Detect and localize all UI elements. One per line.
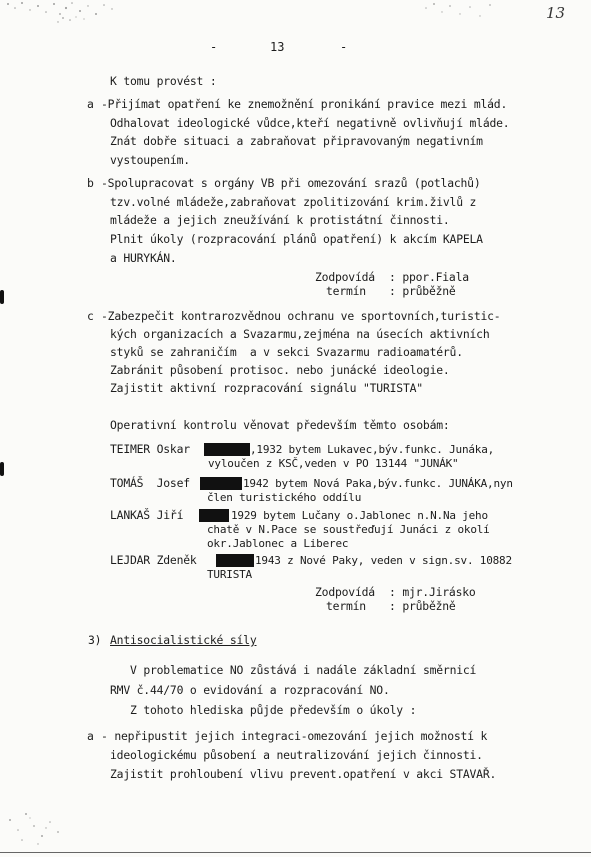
- redaction-bar: [199, 509, 229, 522]
- section-3-line: RMV č.44/70 o evidování a rozpracování NO.: [110, 683, 390, 697]
- person-detail: okr.Jablonec a Liberec: [207, 537, 349, 550]
- person-detail: 1929 bytem Lučany o.Jablonec n.N.Na jeho: [231, 509, 488, 522]
- section-c-line: -Zabezpečit kontrarozvědnou ochranu ve sportovních,turistic-: [101, 309, 501, 323]
- section-c-letter: c: [87, 309, 94, 323]
- redaction-bar: [216, 554, 254, 567]
- section-c-line: styků se zahraničím a v sekci Svazarmu radioamatérů.: [110, 345, 463, 359]
- person-detail: 1943 z Nové Paky, veden v sign.sv. 10882: [255, 554, 512, 567]
- person-name: TEIMER Oskar: [110, 442, 190, 456]
- page-number-dash-right: -: [340, 40, 348, 54]
- section-3-number: 3): [88, 633, 102, 647]
- person-name: LEJDAR Zdeněk: [110, 553, 197, 567]
- section-a-letter: a: [87, 97, 94, 111]
- person-detail: TURISTA: [207, 568, 252, 581]
- person-detail: vyloučen z KSČ,veden v PO 13144 "JUNÁK": [208, 457, 459, 470]
- section-b-line: Plnit úkoly (rozpracování plánů opatření) k akcím KAPELA: [110, 232, 483, 246]
- person-name: LANKAŠ Jiří: [110, 508, 184, 522]
- scan-speckle-top-left: [0, 0, 140, 30]
- section-c-responsible-value: : mjr.Jirásko: [389, 585, 476, 599]
- section-3-item-a-letter: a: [87, 729, 94, 743]
- section-b-responsible-value: : ppor.Fiala: [389, 270, 469, 284]
- redaction-bar: [204, 443, 250, 456]
- section-b-line: a HURYKÁN.: [110, 251, 177, 265]
- person-name: TOMÁŠ Josef: [110, 476, 190, 490]
- section-c-term-value: : průběžně: [389, 599, 456, 613]
- binding-mark-top: [0, 290, 4, 304]
- binding-mark-bottom: [0, 462, 4, 476]
- section-b-line: -Spolupracovat s orgány VB při omezování srazů (potlachů): [101, 176, 481, 190]
- section-b-responsible-label: Zodpovídá: [315, 270, 375, 284]
- person-detail: člen turistického oddílu: [207, 491, 362, 504]
- page-number: 13: [270, 40, 285, 54]
- section-a-line: Odhalovat ideologické vůdce,kteří negativně ovlivňují mláde.: [110, 116, 510, 130]
- section-a-line: -Přijímat opatření ke znemožnění pronikání pravice mezi mlád.: [101, 97, 508, 111]
- section-3-line: V problematice NO zůstává i nadále základní směrnicí: [130, 663, 477, 677]
- section-b-term-label: termín: [326, 284, 366, 298]
- section-a-line: vystoupením.: [110, 153, 190, 167]
- redaction-bar: [200, 477, 242, 490]
- section-3-item-a-line: ideologickému působení a neutralizování jejich činnosti.: [110, 748, 483, 762]
- section-b-term-value: : průběžně: [389, 284, 456, 298]
- handwritten-page-number: 13: [546, 4, 566, 22]
- scan-speckle-bottom-left: [0, 800, 100, 857]
- page-bottom-edge: [0, 852, 591, 853]
- section-c-term-label: termín: [326, 599, 366, 613]
- scan-speckle-top-right: [420, 0, 520, 24]
- section-3-item-a-line: Zajistit prohloubení vlivu prevent.opatření v akci STAVAŘ.: [110, 767, 497, 781]
- person-detail: 1942 bytem Nová Paka,býv.funkc. JUNÁKA,nyn: [243, 477, 513, 490]
- section-b-letter: b: [87, 176, 94, 190]
- section-c-line: Zajistit aktivní rozpracování signálu "TURISTA": [110, 381, 423, 395]
- control-heading: Operativní kontrolu věnovat především těmto osobám:: [110, 418, 450, 432]
- person-detail: ,1932 bytem Lukavec,býv.funkc. Junáka,: [250, 443, 495, 456]
- page-number-dash-left: -: [210, 40, 218, 54]
- section-c-responsible-label: Zodpovídá: [315, 585, 375, 599]
- section-b-line: tzv.volné mládeže,zabraňovat zpolitizování krim.živlů z: [110, 195, 477, 209]
- section-3-title: Antisocialistické síly: [110, 633, 257, 647]
- section-c-line: kých organizacích a Svazarmu,zejména na úsecích aktivních: [110, 327, 490, 341]
- section-3-line: Z tohoto hlediska půjde především o úkoly :: [130, 703, 417, 717]
- section-a-line: Znát dobře situaci a zabraňovat připravovaným negativním: [110, 134, 483, 148]
- person-detail: chatě v N.Pace se soustřeďují Junáci z okolí: [207, 523, 490, 536]
- section-c-line: Zabránit působení protisoc. nebo junácké ideologie.: [110, 363, 450, 377]
- section-3-item-a-line: - nepřipustit jejich integraci-omezování jejich možností k: [101, 729, 488, 743]
- section-b-line: mládeže a jejich zneužívání k protistátní činnosti.: [110, 213, 450, 227]
- intro-line: K tomu provést :: [110, 74, 217, 88]
